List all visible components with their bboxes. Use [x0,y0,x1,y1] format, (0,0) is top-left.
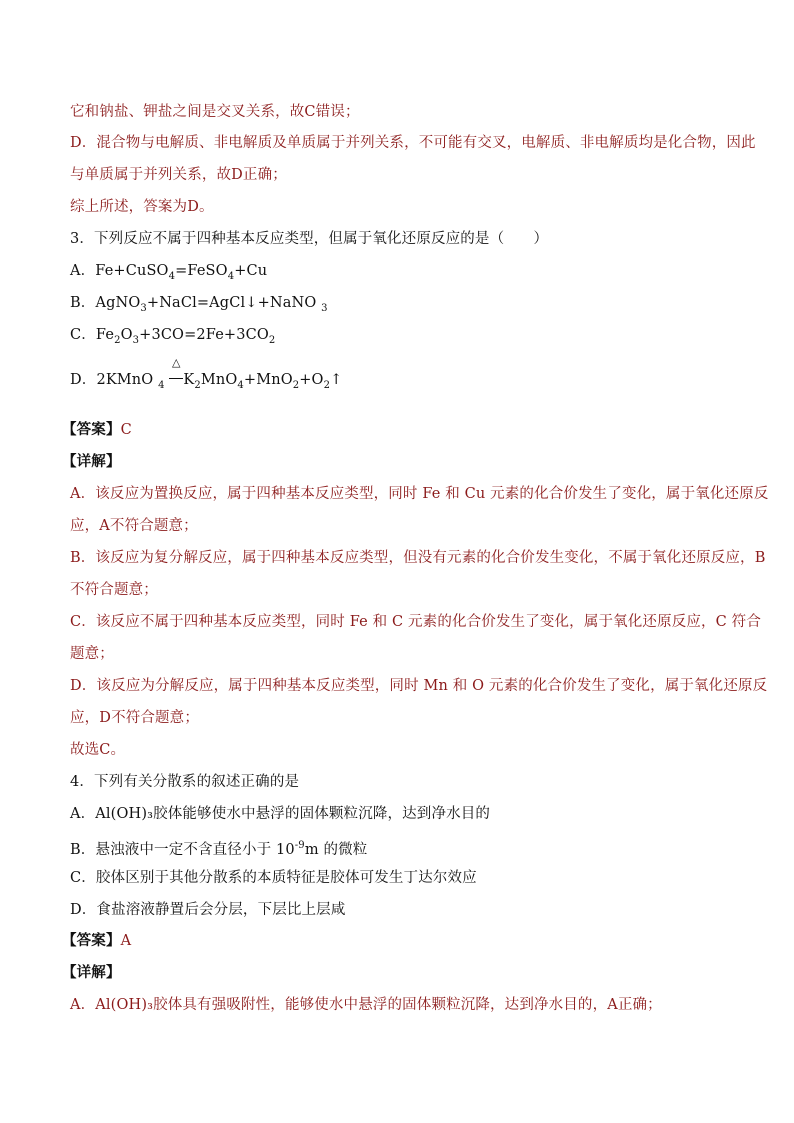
question-4-option-c: C．胶体区别于其他分散系的本质特征是胶体可发生丁达尔效应 [70,870,477,886]
question-3-explanation-line: C．该反应不属于四种基本反应类型，同时 Fe 和 C 元素的化合价发生了变化，属于氧化还原反应，C 符合 [70,614,761,630]
question-3-option-b: B．AgNO$_3$+NaCl=AgCl↓+NaNO $_3$ [70,295,328,314]
question-3-option-d: D．2KMnO $_4$ △ $K_2MnO_4+MnO_2+O_2↑$ [70,356,343,391]
question-3-option-c: C．$Fe_2O_3+3CO=2Fe+3CO_2$ [70,327,276,346]
question-3-answer: 【答案】C [62,421,132,438]
question-3-stem: 3．下列反应不属于四种基本反应类型，但属于氧化还原反应的是（ ） [70,231,549,247]
question-4-option-a: A．Al(OH)₃胶体能够使水中悬浮的固体颗粒沉降，达到净水目的 [70,806,491,822]
question-4-stem: 4．下列有关分散系的叙述正确的是 [70,774,300,790]
question-3-explanation-line: 不符合题意； [70,582,158,598]
question-4-answer: 【答案】A [62,932,132,949]
question-3-explanation-line: 应，A不符合题意； [70,518,198,534]
question-3-explanation-line: 题意； [70,646,114,662]
question-4-detail-label: 【详解】 [62,964,121,981]
question-3-explanation-line: A．该反应为置换反应，属于四种基本反应类型，同时 Fe 和 Cu 元素的化合价发生了变化，属于氧化还原反 [70,486,769,502]
paragraph-line: 与单质属于并列关系，故D正确； [70,167,287,183]
question-3-option-a: A．Fe+CuSO$_4$=FeSO$_4$+Cu [70,263,268,282]
question-4-option-d: D．食盐溶液静置后会分层，下层比上层咸 [70,902,346,918]
question-3-explanation-line: B．该反应为复分解反应，属于四种基本反应类型，但没有元素的化合价发生变化，不属于氧化还原反应，B [70,550,766,566]
question-4-explanation-line: A．Al(OH)₃胶体具有强吸附性，能够使水中悬浮的固体颗粒沉降，达到净水目的，A正确； [70,997,662,1013]
question-4-option-b: B．悬浊液中一定不含直径小于 $10^{-9}m$ 的微粒 [70,840,368,858]
heating-delta-sign: △ [169,370,183,390]
question-3-conclusion: 故选C。 [70,742,126,758]
paragraph-line: 它和钠盐、钾盐之间是交叉关系，故C错误； [70,104,360,120]
question-3-explanation-line: 应，D不符合题意； [70,710,199,726]
question-3-explanation-line: D．该反应为分解反应，属于四种基本反应类型，同时 Mn 和 O 元素的化合价发生了变化，属于氧化还原反 [70,678,768,694]
question-3-detail-label: 【详解】 [62,453,121,470]
paragraph-line: 综上所述，答案为D。 [70,199,214,215]
paragraph-line: D．混合物与电解质、非电解质及单质属于并列关系，不可能有交叉，电解质、非电解质均是化合物，因此 [70,135,756,151]
